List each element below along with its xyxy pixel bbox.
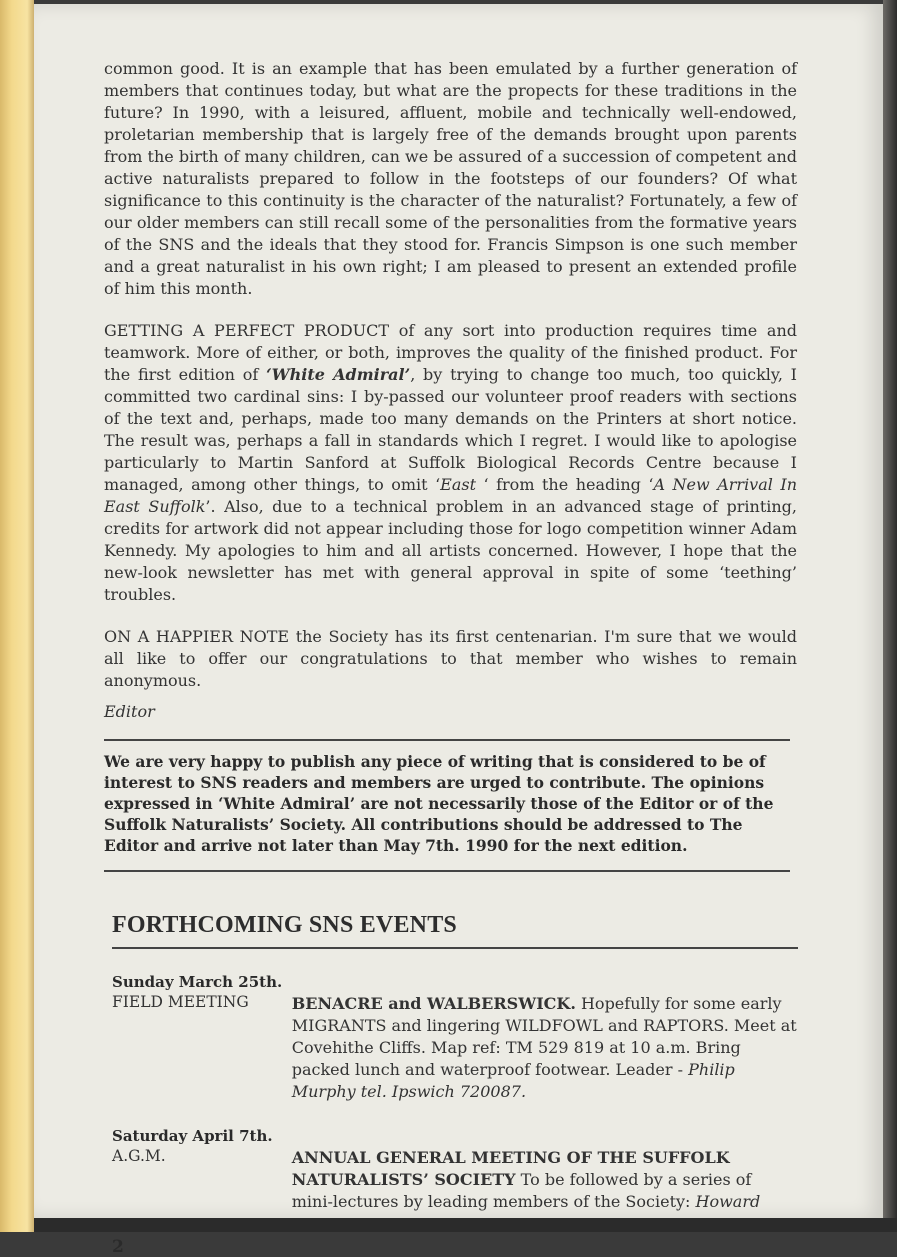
- east-word: East: [440, 475, 477, 494]
- page-content: [104, 58, 797, 1257]
- event-description: [292, 993, 797, 1103]
- intro-paragraph-2: [104, 320, 797, 606]
- event-date: Saturday April 7th.: [112, 1127, 273, 1145]
- p2-text-b: , by trying to change too much, too quickly, I committed two cardinal sins: I by-passed our volunteer proof readers with sections of the text and, perhaps, made too many demands on the Printers at short notice. The result was, perhaps a fall in standards which I regret. I would like to apologise particularly to Martin Sanford at Suffolk Biological Records Centre because I managed, among other things, to omit ‘: [104, 365, 798, 494]
- event-type: A.G.M.: [112, 1147, 166, 1165]
- intro-paragraph-3: ON A HAPPIER NOTE the Society has its first centenarian. I'm sure that we would all like to offer our congratulations to that member who wishes to remain anonymous.: [104, 627, 797, 690]
- p2-text-a: GETTING A PERFECT PRODUCT of any sort into production requires time and teamwork. More of either, or both, improves the quality of the finished product. For the first edition of: [104, 321, 797, 384]
- p2-text-c: ‘ from the heading ‘: [476, 475, 654, 494]
- contribution-notice: We are very happy to publish any piece of writing that is considered to be of interest to SNS readers and members are urged to contribute. The opinions expressed in ‘White Admiral’ are not necessarily those of the Editor or of the Suffolk Naturalists’ Society. All contributions should be addressed to The Editor and arrive not later than May 7th. 1990 for the next edition.: [104, 752, 774, 855]
- event-desc-text: To be followed by a series of mini-lectures by leading members of the Society:: [291, 1170, 752, 1211]
- event-leader: Philip Murphy tel. Ipswich 720087.: [291, 1060, 735, 1101]
- event-title: ANNUAL GENERAL MEETING OF THE SUFFOLK NATURALISTS’ SOCIETY: [291, 1148, 730, 1189]
- event-row: [112, 993, 797, 1103]
- events-heading-rule: [112, 947, 798, 949]
- article-heading-ref: A New Arrival In East Suffolk: [104, 475, 798, 516]
- event-type: FIELD MEETING: [112, 993, 249, 1011]
- yellow-page-edge: [0, 0, 34, 1232]
- newsletter-title: ‘White Admiral’: [266, 365, 411, 384]
- notice-rule-top: [104, 739, 790, 741]
- event-1: [112, 973, 797, 1103]
- editor-signature: Editor: [104, 702, 155, 721]
- event-2: [112, 1127, 797, 1213]
- page-shadow-right: [883, 0, 897, 1232]
- event-desc-text: Hopefully for some early MIGRANTS and lingering WILDFOWL and RAPTORS. Meet at Covehithe Cliffs. Map ref: TM 529 819 at 10 a.m. Bring packed lunch and waterproof footwear. Leader -: [291, 994, 797, 1079]
- notice-rule-bottom: [104, 870, 790, 872]
- event-title: BENACRE and WALBERSWICK.: [291, 994, 576, 1013]
- event-leader: Howard: [695, 1192, 761, 1211]
- intro-paragraph-1: common good. It is an example that has been emulated by a further generation of members that continues today, but what are the propects for these traditions in the future? In 1990, with a leisured, affluent, mobile and technically well-endowed, proletarian membership that is largely free of the demands brought upon parents from the birth of many children, can we be assured of a succession of competent and active naturalists prepared to follow in the footsteps of our founders? Of what significance to this continuity is the character of the naturalist? Fortunately, a few of our older members can still recall some of the personalities from the formative years of the SNS and the ideals that they stood for. Francis Simpson is one such member and a great naturalist in his own right; I am pleased to present an extended profile of him this month.: [104, 59, 797, 298]
- event-description: [292, 1147, 797, 1213]
- events-heading: FORTHCOMING SNS EVENTS: [112, 912, 457, 938]
- event-date: Sunday March 25th.: [112, 973, 283, 991]
- p2-text-d: ’. Also, due to a technical problem in an advanced stage of printing, credits for artwork did not appear including those for logo competition winner Adam Kennedy. My apologies to him and all artists concerned. However, I hope that the new-look newsletter has met with general approval in spite of some ‘teething’ troubles.: [104, 497, 797, 604]
- page-number: 2: [112, 1237, 124, 1257]
- event-row: [112, 1147, 797, 1213]
